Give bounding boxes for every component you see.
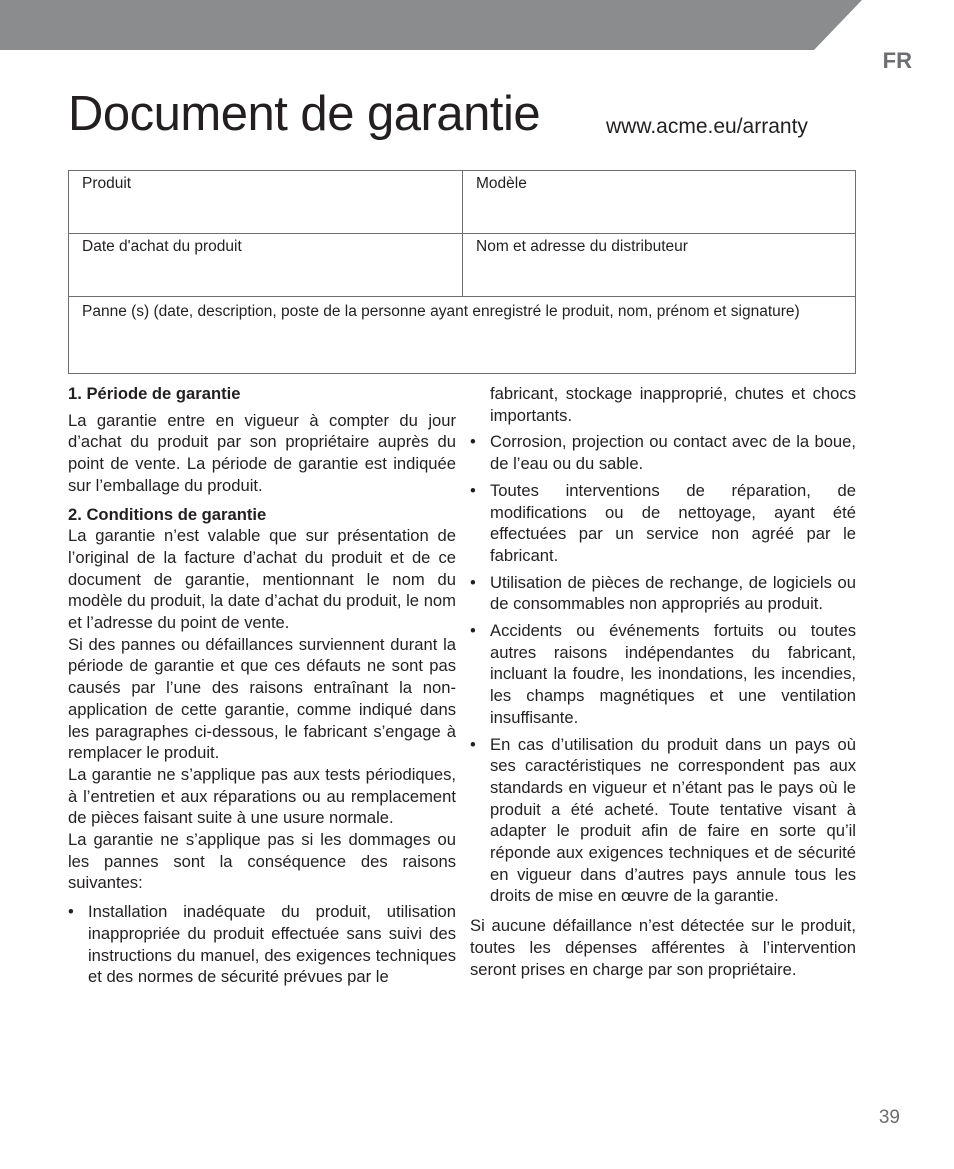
section-2-paragraph-4: La garantie ne s’applique pas si les dommages ou les pannes sont la conséquence des raisons suivantes: bbox=[68, 830, 456, 893]
section-1-heading: 1. Période de garantie bbox=[68, 384, 241, 403]
list-item-continuation: fabricant, stockage inapproprié, chutes et chocs importants. bbox=[490, 384, 856, 425]
left-column bbox=[68, 383, 456, 996]
list-item: • Utilisation de pièces de rechange, de logiciels ou de consommables non appropriés au produit. bbox=[470, 572, 856, 615]
list-item: • En cas d’utilisation du produit dans un pays où ses caractéristiques ne correspondent pas aux standards en vigueur et n’étant pas le pays où le produit a été acheté. Toute tentative visant à adapter le produit afin de faire en sorte qu’il réponde aux exigences techniques et de sécurité en vigueur dans d’autres pays annule tous les droits de mise en œuvre de la garantie. bbox=[470, 734, 856, 908]
purchase-date-field: Date d'achat du produit bbox=[69, 234, 463, 297]
product-field: Produit bbox=[69, 171, 463, 234]
right-column bbox=[470, 383, 856, 987]
list-item: • Accidents ou événements fortuits ou toutes autres raisons indépendantes du fabricant, incluant la foudre, les inondations, les incendies, les champs magnétiques et une ventilation insuffisante. bbox=[470, 620, 856, 729]
page-number: 39 bbox=[878, 1107, 900, 1128]
failure-field: Panne (s) (date, description, poste de la personne ayant enregistré le produit, nom, prénom et signature) bbox=[69, 297, 856, 374]
warranty-form bbox=[68, 170, 856, 374]
page-title: Document de garantie bbox=[68, 87, 541, 141]
header-banner bbox=[0, 0, 954, 50]
section-1-text: La garantie entre en vigueur à compter du jour d’achat du produit par son propriétaire auprès du point de vente. La période de garantie est indiquée sur l’emballage du produit. bbox=[68, 410, 456, 495]
language-label: FR bbox=[882, 48, 912, 73]
list-item: • Toutes interventions de réparation, de modifications ou de nettoyage, ayant été effectuées par un service non agréé par le fabricant. bbox=[470, 480, 856, 567]
model-field: Modèle bbox=[463, 171, 856, 234]
section-2-heading: 2. Conditions de garantie bbox=[68, 504, 267, 524]
list-item: • Installation inadéquate du produit, utilisation inappropriée du produit effectuée sans suivi des instructions du manuel, des exigences techniques et des normes de sécurité prévues par le bbox=[68, 901, 456, 988]
distributor-field: Nom et adresse du distributeur bbox=[463, 234, 856, 297]
list-item: • Corrosion, projection ou contact avec de la boue, de l’eau ou du sable. bbox=[470, 431, 856, 474]
section-2-paragraph-1: La garantie n’est valable que sur présentation de l’original de la facture d’achat du produit et de ce document de garantie, mentionnant le nom du modèle du produit, la date d’achat du produit, le nom et l’adresse du point de vente. bbox=[68, 526, 456, 633]
closing-paragraph: Si aucune défaillance n’est détectée sur le produit, toutes les dépenses afférentes à l’intervention seront prises en charge par son propriétaire. bbox=[470, 916, 856, 979]
exclusion-list-continued bbox=[470, 431, 856, 907]
section-2-paragraph-2: Si des pannes ou défaillances surviennent durant la période de garantie et que ces défauts ne sont pas causés par l’une des raisons entraînant la non-application de cette garantie, comme indiqué dans les paragraphes ci-dessous, le fabricant s’engage à remplacer le produit. bbox=[68, 634, 456, 763]
exclusion-list bbox=[68, 901, 456, 988]
warranty-url: www.acme.eu/arranty bbox=[606, 115, 808, 138]
section-2-paragraph-3: La garantie ne s’applique pas aux tests périodiques, à l’entretien et aux réparations ou au remplacement de pièces faisant suite à une usure normale. bbox=[68, 764, 456, 828]
